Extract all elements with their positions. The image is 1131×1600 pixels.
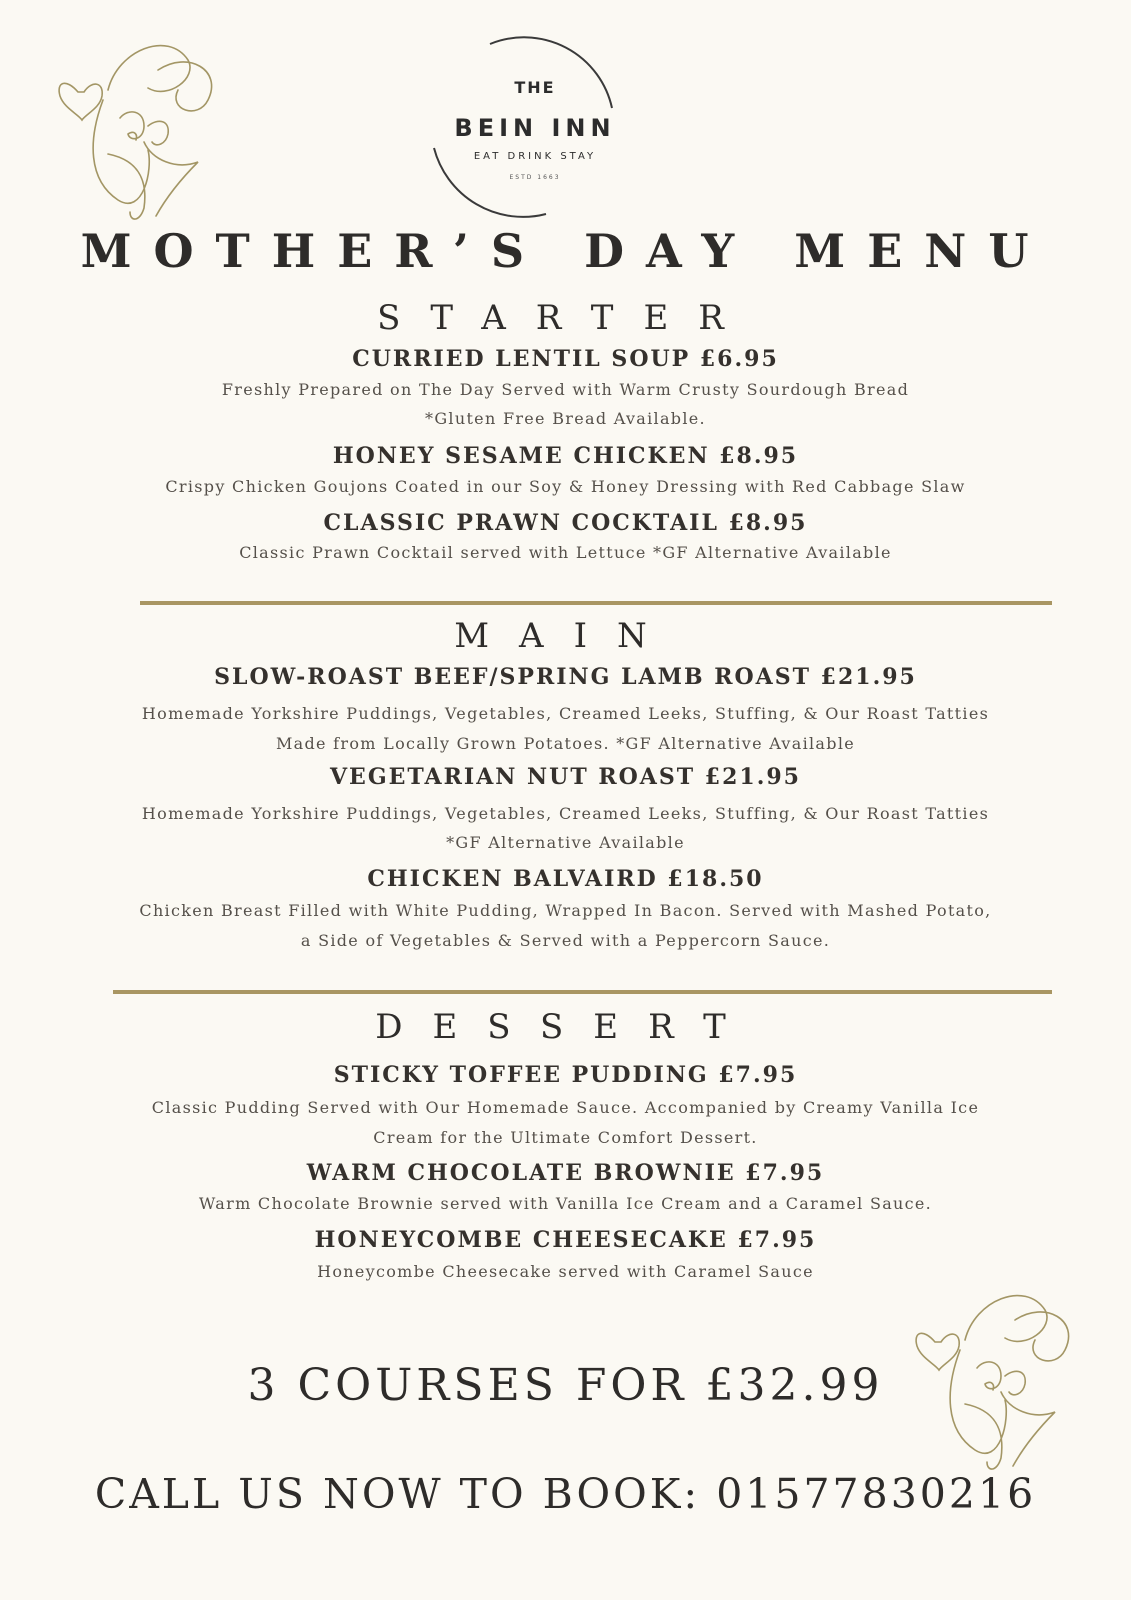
section-title-dessert: DESSERT [375,1007,756,1047]
menu-item-desc: Homemade Yorkshire Puddings, Vegetables, Creamed Leeks, Stuffing, & Our Roast Tatties [141,804,990,823]
divider [113,990,1052,994]
menu-item-desc: *Gluten Free Bread Available. [425,409,706,428]
logo-name: BEIN INN [454,114,616,142]
divider [140,601,1052,605]
mother-child-line-art-icon [48,30,228,230]
section-title-starter: STARTER [377,298,754,338]
menu-item-name: HONEYCOMBE CHEESECAKE £7.95 [314,1227,817,1253]
menu-item-desc: Freshly Prepared on The Day Served with Warm Crusty Sourdough Bread [221,380,910,399]
menu-item-name: CHICKEN BALVAIRD £18.50 [367,866,764,892]
menu-item-desc: Homemade Yorkshire Puddings, Vegetables, Creamed Leeks, Stuffing, & Our Roast Tatties [141,704,990,723]
menu-item-desc: Cream for the Ultimate Comfort Dessert. [373,1128,758,1147]
menu-item-desc: Honeycombe Cheesecake served with Caramel Sauce [317,1262,814,1281]
logo-tagline: EAT DRINK STAY [473,151,597,162]
menu-item-desc: Classic Prawn Cocktail served with Lettuce *GF Alternative Available [239,543,892,562]
menu-item-name: CLASSIC PRAWN COCKTAIL £8.95 [323,510,808,536]
logo-the: THE [514,78,556,97]
menu-item-name: HONEY SESAME CHICKEN £8.95 [332,443,799,469]
menu-item-name: STICKY TOFFEE PUDDING £7.95 [333,1062,798,1088]
menu-item-name: CURRIED LENTIL SOUP £6.95 [352,346,779,372]
menu-item-desc: Chicken Breast Filled with White Pudding, Wrapped In Bacon. Served with Mashed Potato, [139,901,992,920]
logo [420,30,650,225]
menu-item-desc: Warm Chocolate Brownie served with Vanilla Ice Cream and a Caramel Sauce. [198,1194,933,1213]
logo-estd: ESTD 1663 [509,174,561,181]
menu-item-desc: a Side of Vegetables & Served with a Peppercorn Sauce. [300,931,831,950]
booking-phone[interactable]: CALL US NOW TO BOOK: 01577830216 [94,1470,1037,1518]
set-price-offer: 3 COURSES FOR £32.99 [247,1360,884,1411]
menu-item-desc: Crispy Chicken Goujons Coated in our Soy & Honey Dressing with Red Cabbage Slaw [165,477,966,496]
menu-item-name: SLOW-ROAST BEEF/SPRING LAMB ROAST £21.95 [214,664,917,690]
menu-item-name: VEGETARIAN NUT ROAST £21.95 [329,764,801,790]
menu-item-name: WARM CHOCOLATE BROWNIE £7.95 [306,1160,825,1186]
menu-item-desc: Made from Locally Grown Potatoes. *GF Alternative Available [275,734,856,753]
menu-item-desc: Classic Pudding Served with Our Homemade Sauce. Accompanied by Creamy Vanilla Ice [151,1098,980,1117]
page-title: MOTHER’S DAY MENU [80,224,1051,278]
section-title-main: MAIN [454,616,677,656]
menu-item-desc: *GF Alternative Available [446,833,685,852]
